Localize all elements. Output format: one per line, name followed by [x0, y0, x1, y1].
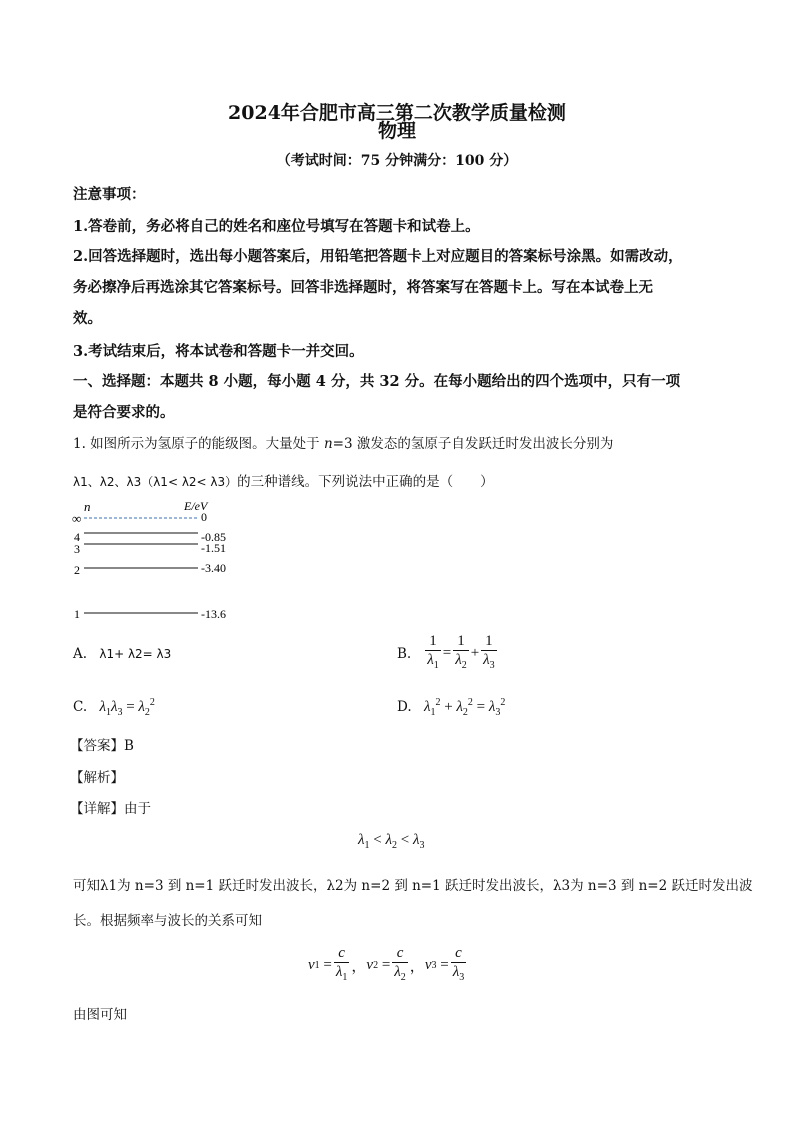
detail-line	[70, 797, 151, 817]
explain-line-2: 长。根据频率与波长的关系可知	[73, 913, 262, 929]
energy-level-diagram	[68, 497, 258, 627]
option-c-label: C.	[73, 699, 88, 715]
notice-item-3: 3.考试结束后，将本试卷和答题卡一并交回。	[73, 343, 364, 360]
answer-line	[70, 734, 134, 754]
option-c	[73, 697, 155, 718]
stem-text-c: 的三种谱线。下列说法中正确的是（ ）	[237, 474, 494, 490]
notice-heading: 注意事项：	[73, 186, 146, 203]
notice-item-2-line-2: 务必擦净后再选涂其它答案标号。回答非选择题时，将答案写在答题卡上。写在本试卷上无	[73, 279, 653, 296]
from-figure-line: 由图可知	[73, 1007, 127, 1023]
level-4-energy: -0.85	[201, 530, 226, 544]
energy-axis-label: E/eV	[184, 499, 208, 513]
exam-title: 2024年合肥市高三第二次教学质量检测	[228, 102, 566, 124]
section-heading-line-2: 是符合要求的。	[73, 404, 175, 421]
level-2-energy: -3.40	[201, 561, 226, 575]
option-c-formula: $\lambda_1\lambda_3 = \lambda_2^2$	[99, 697, 155, 718]
answer-value: B	[124, 738, 134, 754]
option-b-label: B.	[397, 645, 412, 662]
detail-intro: 由于	[124, 801, 151, 817]
analysis-tag: 【解析】	[70, 770, 124, 786]
stem-n: n	[323, 436, 333, 452]
question-1-stem-line-2	[73, 470, 494, 490]
option-a-text: λ1+ λ2= λ3	[99, 647, 172, 661]
option-a	[73, 646, 171, 662]
stem-text-b: =3 激发态的氢原子自发跃迁时发出波长分别为	[332, 436, 614, 452]
level-2-n: 2	[74, 563, 80, 577]
level-infinity-energy: 0	[201, 510, 207, 524]
subject-title: 物理	[377, 120, 416, 142]
stem-text-a: 1. 如图所示为氢原子的能级图。大量处于	[73, 436, 324, 452]
level-4-n: 4	[74, 530, 80, 544]
level-infinity-n: ∞	[72, 511, 82, 526]
level-3-n: 3	[74, 542, 80, 556]
frequency-formula: ν 1 = $\frac{c}{\lambda_1}$ ， ν 2 = $\frac{c}{\lambda_2}$ ， ν 3 = $\frac{c}{\lambda_3}$	[308, 945, 465, 983]
detail-tag: 【详解】	[70, 801, 124, 817]
notice-item-2-line-3: 效。	[73, 310, 102, 327]
notice-item-1: 1.答卷前，务必将自己的姓名和座位号填写在答题卡和试卷上。	[73, 218, 480, 235]
level-1-energy: -13.6	[201, 607, 226, 621]
level-3-energy: -1.51	[201, 541, 226, 555]
option-a-label: A.	[73, 646, 88, 662]
level-1-n: 1	[74, 607, 80, 621]
inequality-formula: $\lambda_1 < \lambda_2 < \lambda_3$	[358, 832, 425, 851]
option-b-formula: $\frac{1}{\lambda_1}$ = $\frac{1}{\lambda_2}$ + $\frac{1}{\lambda_3}$	[427, 633, 495, 671]
option-d-label: D.	[397, 699, 412, 715]
section-heading-line-1: 一、选择题：本题共 8 小题，每小题 4 分，共 32 分。在每小题给出的四个选项中，只有一项	[73, 373, 681, 390]
option-b	[397, 632, 499, 675]
option-d-formula: $\lambda_1^2 + \lambda_2^2 = \lambda_3^2$	[423, 697, 506, 718]
explain-line-1: 可知λ1为 n=3 到 n=1 跃迁时发出波长，λ2为 n=2 到 n=1 跃迁时发出波长，λ3为 n=3 到 n=2 跃迁时发出波	[73, 878, 753, 894]
option-d	[397, 697, 505, 718]
exam-info: （考试时间：75 分钟满分：100 分）	[276, 153, 518, 169]
stem-lambdas: λ1、λ2、λ3（λ1< λ2< λ3）	[73, 475, 238, 489]
question-1-stem-line-1	[73, 432, 613, 452]
notice-item-2-line-1: 2.回答选择题时，选出每小题答案后，用铅笔把答题卡上对应题目的答案标号涂黑。如需改动，	[73, 248, 683, 265]
answer-tag: 【答案】	[70, 738, 124, 754]
n-axis-label: n	[84, 499, 91, 514]
